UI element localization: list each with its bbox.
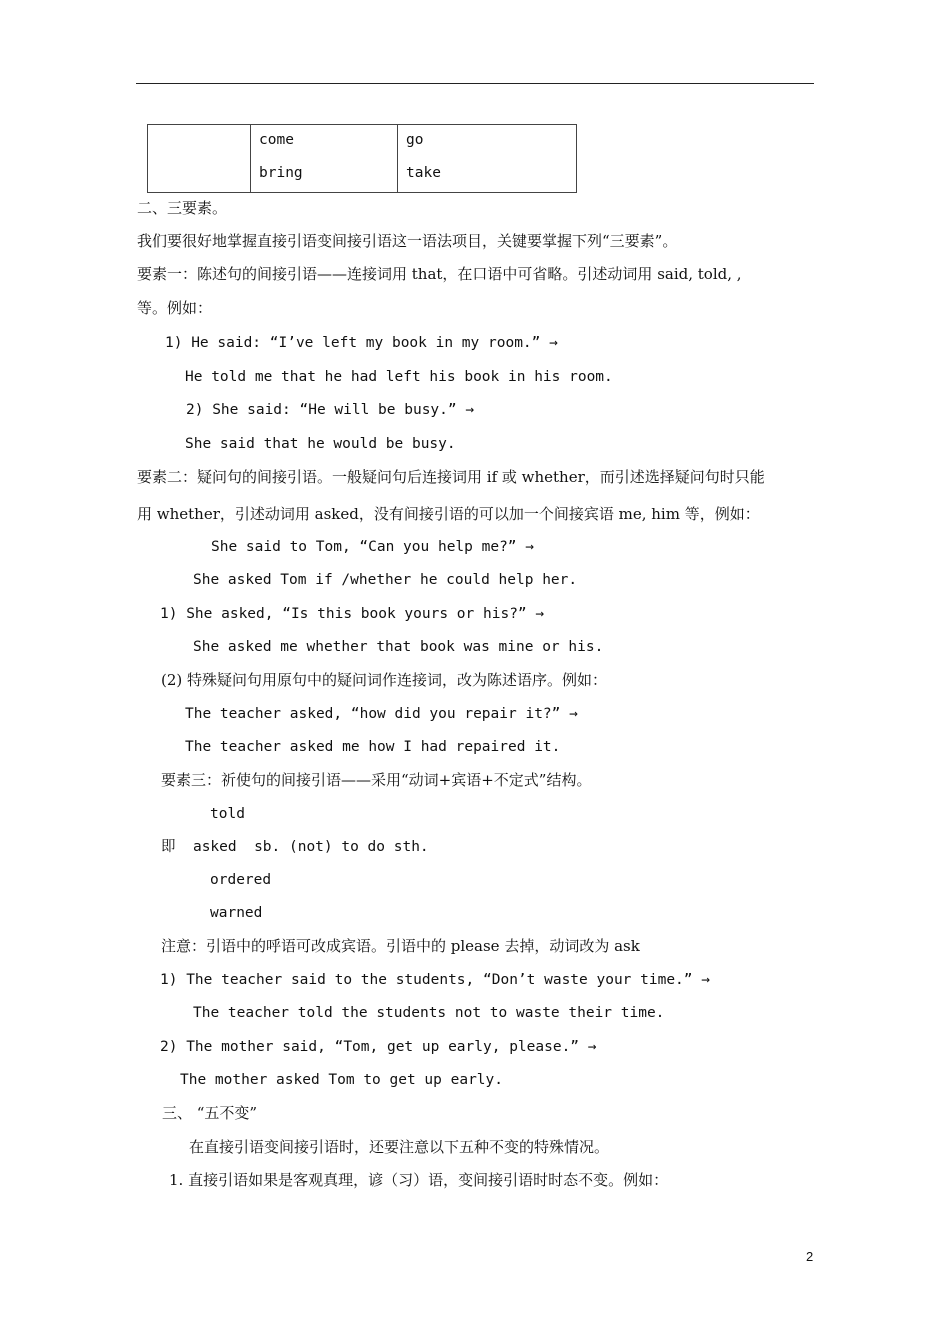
paragraph-line: 我们要很好地掌握直接引语变间接引语这一语法项目，关键要掌握下列“三要素”。 (137, 232, 678, 250)
note-line: 注意：引语中的呼语可改成宾语。引语中的 please 去掉，动词改为 ask (161, 937, 640, 955)
paragraph-line: 要素二：疑问句的间接引语。一般疑问句后连接词用 if 或 whether，而引述选择疑问句时只能 (137, 468, 765, 486)
paragraph-line: 1. 直接引语如果是客观真理，谚（习）语，变间接引语时时态不变。例如： (169, 1171, 669, 1189)
example-line: 1) The teacher said to the students, “Don’t waste your time.” → (160, 972, 710, 988)
paragraph-line: 在直接引语变间接引语时，还要注意以下五种不变的特殊情况。 (189, 1138, 610, 1156)
verb-option: told (210, 806, 245, 822)
pattern-line: 即 asked sb. (not) to do sth. (161, 839, 429, 855)
example-line: 1) She asked, “Is this book yours or his?” → (160, 606, 545, 622)
verb-option: ordered (210, 872, 272, 888)
example-line: The mother asked Tom to get up early. (180, 1072, 504, 1088)
table-cell-empty (148, 125, 251, 193)
example-line: She asked me whether that book was mine or his. (193, 639, 604, 655)
example-line: The teacher told the students not to waste their time. (193, 1005, 665, 1021)
paragraph-line: 用 whether，引述动词用 asked，没有间接引语的可以加一个间接宾语 me, him 等，例如： (137, 505, 760, 523)
paragraph-line: 要素三：祈使句的间接引语——采用“动词+宾语+不定式”结构。 (161, 771, 592, 789)
example-line: 2) The mother said, “Tom, get up early, please.” → (160, 1039, 597, 1055)
section-heading-three-elements: 二、三要素。 (137, 199, 228, 217)
table-row (148, 125, 577, 193)
example-line: She said to Tom, “Can you help me?” → (211, 539, 535, 555)
table-word: come (259, 132, 294, 148)
section-heading-five-unchanged: 三、 “五不变” (162, 1104, 258, 1122)
paragraph-line: 等。例如： (137, 299, 213, 317)
page-number: 2 (806, 1249, 814, 1264)
example-line: 1) He said: “I’ve left my book in my room.” → (165, 335, 558, 351)
paragraph-line: (2) 特殊疑问句用原句中的疑问词作连接词，改为陈述语序。例如： (161, 671, 608, 689)
table-word: go (406, 132, 424, 148)
table-word: bring (259, 165, 303, 181)
verb-pair-table (147, 124, 577, 193)
example-line: She asked Tom if /whether he could help her. (193, 572, 578, 588)
verb-option: warned (210, 905, 263, 921)
example-line: 2) She said: “He will be busy.” → (186, 402, 475, 418)
table-word: take (406, 165, 441, 181)
example-line: The teacher asked, “how did you repair it?” → (185, 706, 578, 722)
paragraph-line: 要素一：陈述句的间接引语——连接词用 that，在口语中可省略。引述动词用 said, told, , (137, 265, 742, 283)
table-cell-come-bring (251, 125, 398, 193)
example-line: The teacher asked me how I had repaired it. (185, 739, 561, 755)
example-line: He told me that he had left his book in his room. (185, 369, 613, 385)
header-rule (136, 83, 814, 84)
example-line: She said that he would be busy. (185, 436, 456, 452)
table-cell-go-take (398, 125, 577, 193)
